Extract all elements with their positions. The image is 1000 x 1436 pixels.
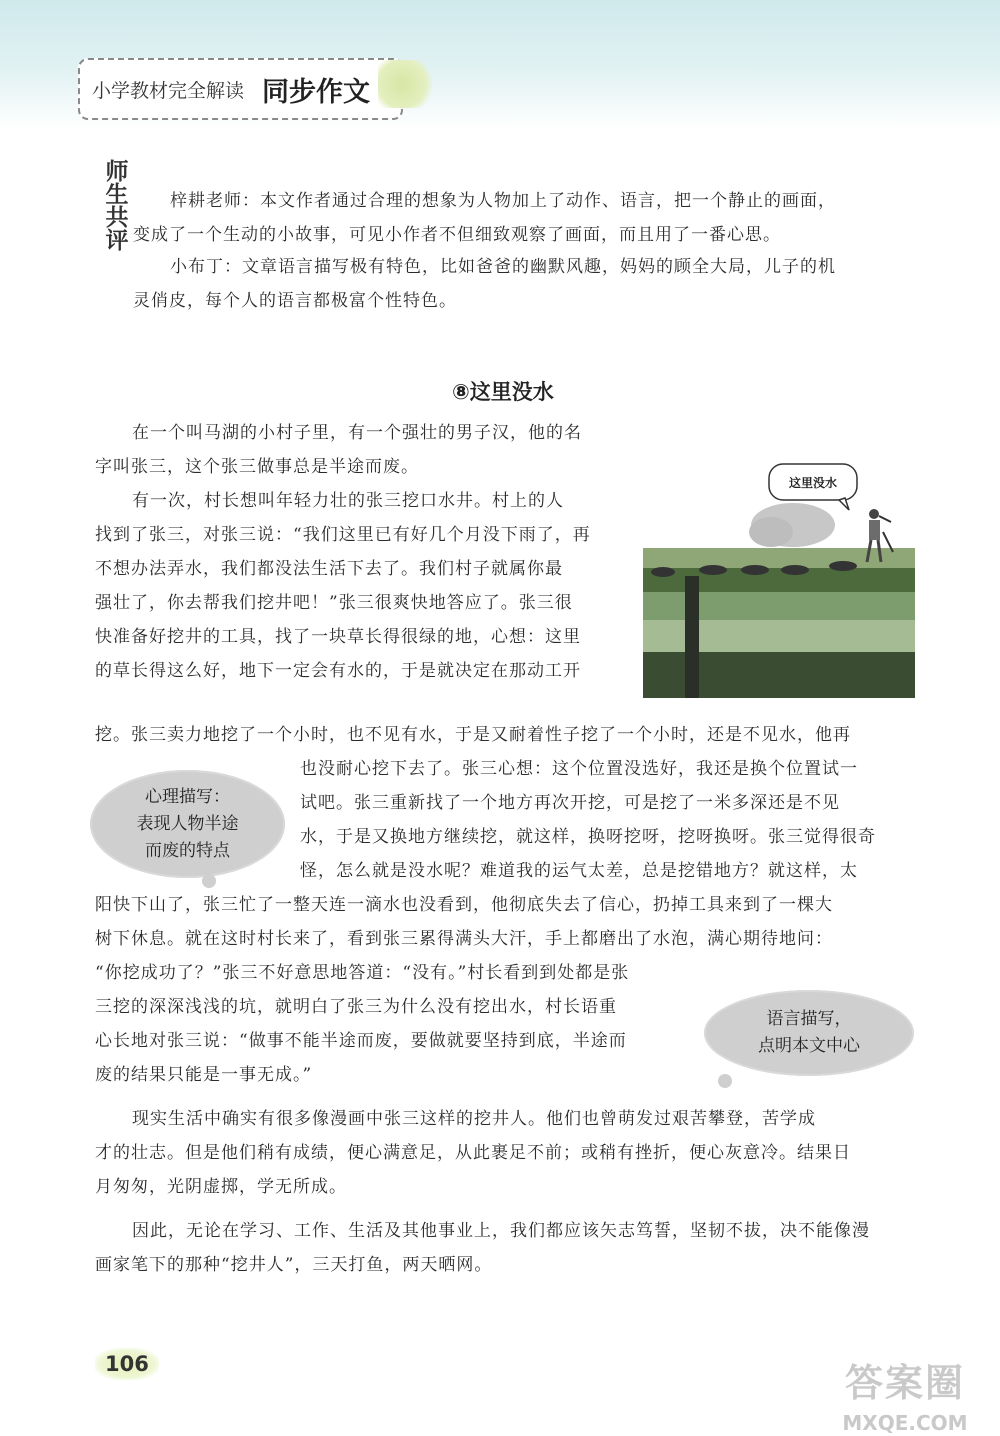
article-line: 三挖的深深浅浅的坑，就明白了张三为什么没有挖出水，村长语重 [95,997,617,1017]
bubble-line: 心理描写： [145,787,230,807]
article-line: 强壮了，你去帮我们挖井吧！”张三很爽快地答应了。张三很 [95,593,573,613]
watermark-line-2: MXQE.COM [842,1411,968,1435]
article-line: 挖。张三卖力地挖了一个小时，也不见有水，于是又耐着性子挖了一个小时，还是不见水，他再 [95,725,851,745]
review-paragraph-2: 小布丁：文章语言描写极有特色，比如爸爸的幽默风趣，妈妈的顾全大局，儿子的机 [170,257,836,277]
article-line: “你挖成功了？”张三不好意思地答道：“没有。”村长看到到处都是张 [95,963,630,983]
header-leaf-decoration [378,60,438,108]
review-paragraph-2-cont: 灵俏皮，每个人的语言都极富个性特色。 [133,291,457,311]
article-line: 画家笔下的那种“挖井人”，三天打鱼，两天晒网。 [95,1255,493,1275]
article-line: 在一个叫马湖的小村子里，有一个强壮的男子汉，他的名 [132,423,582,443]
article-line: 试吧。张三重新找了一个地方再次开挖，可是挖了一米多深还是不见 [300,793,840,813]
article-line: 因此，无论在学习、工作、生活及其他事业上，我们都应该矢志笃誓，坚韧不拔，决不能像漫 [132,1221,870,1241]
article-line: 水，于是又换地方继续挖，就这样，换呀挖呀，挖呀换呀。张三觉得很奇 [300,827,876,847]
review-paragraph-1: 梓耕老师：本文作者通过合理的想象为人物加上了动作、语言，把一个静止的画面， [170,191,836,211]
bubble-line: 点明本文中心 [758,1036,860,1056]
book-series-title: 小学教材完全解读 [92,80,245,102]
article-line: 树下休息。就在这时村长来了，看到张三累得满头大汗，手上都磨出了水泡，满心期待地问： [95,929,833,949]
bubble-line: 表现人物半途 [136,814,239,834]
annotation-bubble-psychology [90,770,285,878]
watermark-logo [830,1352,980,1435]
well-digging-illustration [643,420,915,698]
article-title: ⑧这里没水 [452,380,554,404]
article-line: 才的壮志。但是他们稍有成绩，便心满意足，从此裹足不前；或稍有挫折，便心灰意冷。结果日 [95,1143,851,1163]
article-line: 快准备好挖井的工具，找了一块草长得很绿的地，心想：这里 [95,627,581,647]
article-line: 的草长得这么好，地下一定会有水的，于是就决定在那动工开 [95,661,581,681]
article-line: 现实生活中确实有很多像漫画中张三这样的挖井人。他们也曾萌发过艰苦攀登，苦学成 [132,1109,816,1129]
article-line: 怪，怎么就是没水呢？难道我的运气太差，总是挖错地方？就这样，太 [300,861,858,881]
page-number: 106 [95,1348,159,1380]
article-line: 不想办法弄水，我们都没法生活下去了。我们村子就属你最 [95,559,563,579]
review-label: 师生共评 [105,158,129,254]
article-line: 字叫张三，这个张三做事总是半途而废。 [95,457,419,477]
book-section-title: 同步作文 [262,77,370,108]
article-line: 找到了张三，对张三说：“我们这里已有好几个月没下雨了，再 [95,525,591,545]
article-line: 有一次，村长想叫年轻力壮的张三挖口水井。村上的人 [132,491,564,511]
illustration-speech-bubble: 这里没水 [788,476,838,490]
article-line: 心长地对张三说：“做事不能半途而废，要做就要坚持到底，半途而 [95,1031,627,1051]
article-line: 月匆匆，光阴虚掷，学无所成。 [95,1177,347,1197]
review-paragraph-1-cont: 变成了一个生动的小故事，可见小作者不但细致观察了画面，而且用了一番心思。 [133,225,781,245]
bubble-line: 而废的特点 [145,841,230,861]
article-line: 也没耐心挖下去了。张三心想：这个位置没选好，我还是换个位置试一 [300,759,858,779]
bubble-line: 语言描写， [766,1009,852,1029]
article-line: 阳快下山了，张三忙了一整天连一滴水也没看到，他彻底失去了信心，扔掉工具来到了一棵大 [95,895,833,915]
article-line: 废的结果只能是一事无成。” [95,1065,313,1085]
annotation-bubble-language [704,990,914,1076]
watermark-line-1: 答案圈 [844,1361,965,1405]
